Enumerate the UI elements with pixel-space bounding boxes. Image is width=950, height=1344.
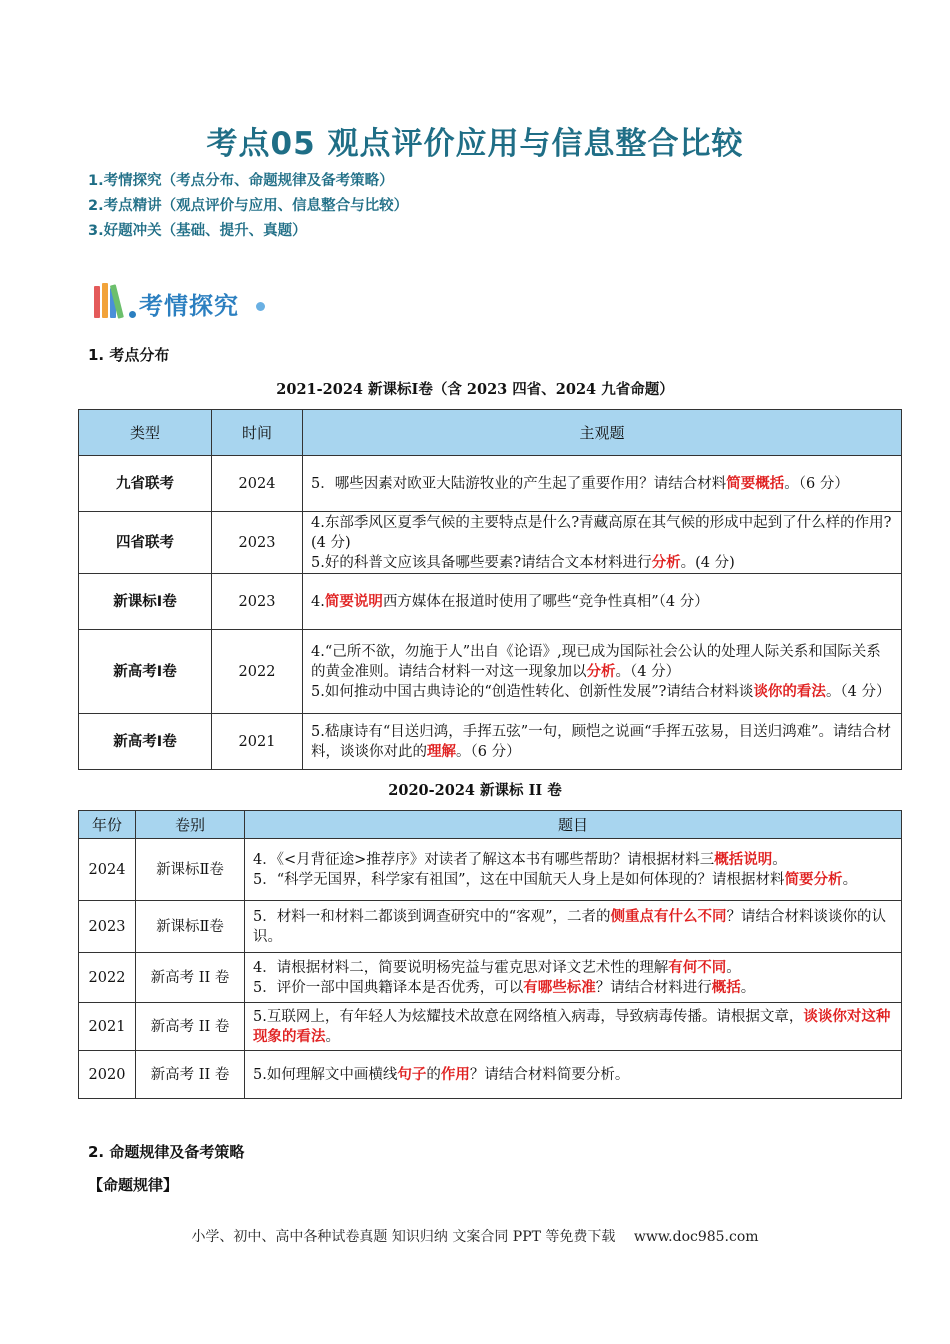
question-fragment: 5．材料一和材料二都谈到调查研究中的“客观”，二者的	[253, 908, 611, 925]
question-cell	[303, 574, 902, 630]
table-row	[79, 839, 902, 901]
highlighted-keyword: 概括说明	[714, 851, 773, 868]
col-header: 时间	[212, 410, 303, 456]
year-cell: 2022	[79, 953, 136, 1003]
highlighted-keyword: 谈谈你对这种现象的看法	[253, 1008, 891, 1045]
exam-type-cell: 四省联考	[79, 512, 212, 574]
toc	[88, 169, 408, 244]
question-fragment: 西方媒体在报道时使用了哪些“竞争性真相”（4 分）	[382, 593, 709, 610]
table-row	[79, 630, 902, 714]
question-fragment: 4.“己所不欲，勿施于人”出自《论语》,现已成为国际社会公认的处理人际关系和国际关系的黄金准则。请结合材料一对这一现象加以	[311, 643, 881, 680]
question-cell	[245, 901, 902, 953]
table-header-row	[79, 811, 902, 839]
question-fragment: 5.如何推动中国古典诗论的“创造性转化、创新性发展”?请结合材料谈	[311, 683, 754, 700]
question-fragment: 5．“科学无国界，科学家有祖国”，这在中国航天人身上是如何体现的？请根据材料	[253, 871, 785, 888]
question-cell	[245, 1051, 902, 1099]
question-fragment: 5.好的科普文应该具备哪些要素?请结合文本材料进行	[311, 554, 652, 571]
question-text	[311, 682, 893, 702]
question-text	[311, 474, 893, 494]
highlighted-keyword: 简要概括	[726, 475, 785, 492]
highlighted-keyword: 概括	[711, 979, 741, 996]
highlighted-keyword: 作用	[440, 1066, 470, 1083]
section-heading: 2. 命题规律及备考策略	[88, 1143, 245, 1161]
question-fragment: 4．请根据材料二，简要说明杨宪益与霍克思对译文艺术性的理解	[253, 959, 669, 976]
question-text	[311, 642, 893, 682]
section-banner	[92, 280, 332, 322]
dot-icon	[256, 302, 265, 311]
year-cell: 2024	[212, 456, 303, 512]
exam-table-1	[78, 409, 902, 770]
table-header-row	[79, 410, 902, 456]
question-cell	[303, 512, 902, 574]
highlighted-keyword: 谈你的看法	[753, 683, 826, 700]
highlighted-keyword: 简要分析	[784, 871, 843, 888]
question-fragment: 。（4 分）	[825, 683, 891, 700]
question-fragment: 。	[740, 979, 756, 996]
toc-item[interactable]: 1.考情探究（考点分布、命题规律及备考策略）	[88, 173, 394, 189]
col-header: 题目	[245, 811, 902, 839]
toc-item[interactable]: 2.考点精讲（观点评价与应用、信息整合与比较）	[88, 198, 409, 214]
question-cell	[303, 714, 902, 770]
question-text	[253, 1065, 893, 1085]
question-text	[253, 870, 893, 890]
question-fragment: ？请结合材料谈谈你的认识。	[253, 908, 887, 945]
exam-type-cell: 新高考Ⅰ卷	[79, 714, 212, 770]
question-fragment: 的	[426, 1066, 441, 1083]
question-text	[253, 850, 893, 870]
year-cell: 2023	[79, 901, 136, 953]
year-cell: 2024	[79, 839, 136, 901]
question-fragment: ？请结合材料进行	[595, 979, 712, 996]
year-cell: 2021	[79, 1003, 136, 1051]
question-fragment: ？请结合材料简要分析。	[469, 1066, 630, 1083]
question-text	[253, 978, 893, 998]
question-cell	[245, 839, 902, 901]
exam-type-cell: 新高考Ⅰ卷	[79, 630, 212, 714]
year-cell: 2021	[212, 714, 303, 770]
question-fragment: 5．评价一部中国典籍译本是否优秀，可以	[253, 979, 524, 996]
question-text	[253, 907, 893, 947]
exam-type-cell: 新课标Ⅰ卷	[79, 574, 212, 630]
exam-table-2	[78, 810, 902, 1099]
section-heading: 1. 考点分布	[88, 346, 170, 364]
question-text	[311, 513, 893, 553]
question-fragment: 。(4 分)	[680, 554, 735, 571]
paper-cell: 新高考 II 卷	[136, 953, 245, 1003]
table-row	[79, 901, 902, 953]
page-footer: 小学、初中、高中各种试卷真题 知识归纳 文案合同 PPT 等免费下载 www.doc985.com	[191, 1229, 759, 1245]
table2-caption: 2020-2024 新课标 II 卷	[388, 782, 562, 799]
question-fragment: 。	[325, 1028, 340, 1045]
table1-caption: 2021-2024 新课标Ⅰ卷（含 2023 四省、2024 九省命题）	[276, 381, 674, 398]
page-title: 考点05 观点评价应用与信息整合比较	[206, 126, 744, 162]
question-text	[311, 553, 893, 573]
highlighted-keyword: 有何不同	[668, 959, 727, 976]
question-cell	[303, 630, 902, 714]
table-row	[79, 574, 902, 630]
table-row	[79, 456, 902, 512]
table-row	[79, 714, 902, 770]
question-fragment: 5.互联网上，有年轻人为炫耀技术故意在网络植入病毒，导致病毒传播。请根据文章，	[253, 1008, 804, 1025]
toc-item[interactable]: 3.好题冲关（基础、提升、真题）	[88, 223, 307, 239]
highlighted-keyword: 有哪些标准	[523, 979, 596, 996]
col-header: 卷别	[136, 811, 245, 839]
paper-cell: 新课标Ⅱ卷	[136, 839, 245, 901]
col-header: 类型	[79, 410, 212, 456]
books-icon	[92, 282, 136, 318]
highlighted-keyword: 分析	[651, 554, 681, 571]
question-text	[311, 722, 893, 762]
year-cell: 2022	[212, 630, 303, 714]
question-fragment: 4.东部季风区夏季气候的主要特点是什么?青藏高原在其气候的形成中起到了什么样的作用?(4 分)	[311, 514, 892, 551]
highlighted-keyword: 理解	[427, 743, 456, 760]
question-fragment: 4.	[311, 593, 325, 610]
question-fragment: 4．《<月背征途>推荐序》对读者了解这本书有哪些帮助？请根据材料三	[253, 851, 715, 868]
table-row	[79, 1051, 902, 1099]
question-text	[253, 958, 893, 978]
year-cell: 2023	[212, 512, 303, 574]
table-row	[79, 512, 902, 574]
paper-cell: 新高考 II 卷	[136, 1003, 245, 1051]
question-fragment: 。（6 分）	[456, 743, 521, 760]
question-cell	[245, 1003, 902, 1051]
question-fragment: 5．哪些因素对欧亚大陆游牧业的产生起了重要作用？请结合材料	[311, 475, 727, 492]
year-cell: 2020	[79, 1051, 136, 1099]
banner-label: 考情探究	[139, 292, 239, 320]
paper-cell: 新课标Ⅱ卷	[136, 901, 245, 953]
table-row	[79, 953, 902, 1003]
question-fragment: 。	[726, 959, 741, 976]
question-fragment: 。（6 分）	[784, 475, 849, 492]
question-text	[311, 592, 893, 612]
highlighted-keyword: 侧重点有什么不同	[610, 908, 727, 925]
table-row	[79, 1003, 902, 1051]
highlighted-keyword: 简要说明	[324, 593, 383, 610]
question-fragment: 5.嵇康诗有“目送归鸿，手挥五弦”一句，顾恺之说画“手挥五弦易，目送归鸿难”。请结合材料，谈谈你对此的	[311, 723, 891, 760]
year-cell: 2023	[212, 574, 303, 630]
col-header: 年份	[79, 811, 136, 839]
question-cell	[245, 953, 902, 1003]
question-text	[253, 1007, 893, 1047]
question-fragment: 。	[842, 871, 858, 888]
subheading: 【命题规律】	[88, 1176, 179, 1194]
question-fragment: 。（4 分）	[615, 663, 681, 680]
question-fragment: 5.如何理解文中画横线	[253, 1066, 398, 1083]
question-cell	[303, 456, 902, 512]
exam-type-cell: 九省联考	[79, 456, 212, 512]
paper-cell: 新高考 II 卷	[136, 1051, 245, 1099]
question-fragment: 。	[772, 851, 787, 868]
highlighted-keyword: 分析	[586, 663, 616, 680]
col-header: 主观题	[303, 410, 902, 456]
highlighted-keyword: 句子	[397, 1066, 427, 1083]
